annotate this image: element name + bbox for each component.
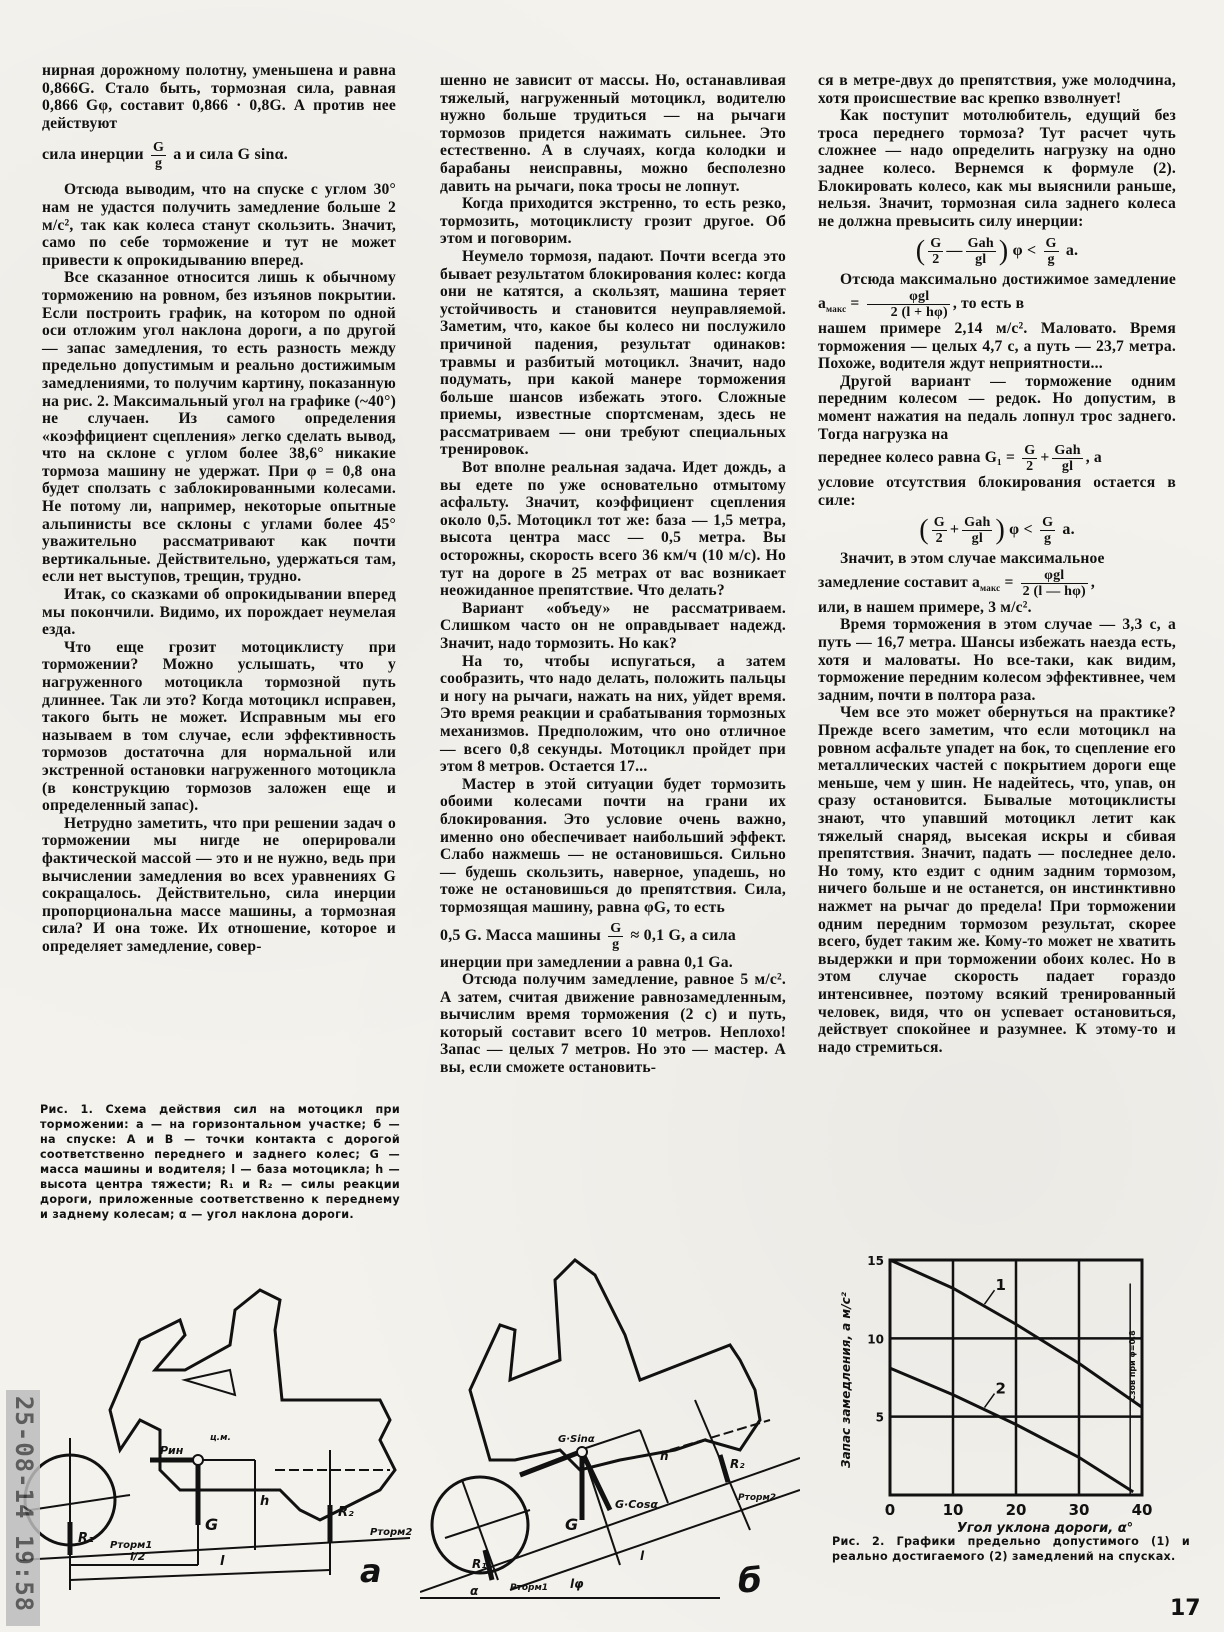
label-g: G xyxy=(205,1515,219,1534)
figure-label-a: а xyxy=(360,1552,382,1590)
x-tick-label: 20 xyxy=(1005,1501,1027,1519)
label-r1: R₁ xyxy=(472,1557,487,1571)
fraction: $\frac{G}{g}$ xyxy=(610,920,622,952)
paragraph: Мастер в этой ситуации будет тормозить обоими колесами почти на грани их блокирования. Это условие очень важно, именно оно обеспечивает наибольший эффект. Слабо нажмешь — не остановишься. Сильно — будешь скользить, наверное, упадешь, но тоже не остановишься до препятствия. Сила, тормозящая машину, равна φG, то есть xyxy=(440,775,786,916)
paragraph: Значит, в этом случае максимальное xyxy=(840,550,1105,568)
label-h: h xyxy=(260,1494,270,1509)
label-l-half: l/2 xyxy=(130,1550,146,1563)
series-line-2 xyxy=(890,1368,1133,1492)
paragraph: Все сказанное относится лишь к обычному торможению на ровном, без изъянов покрытии. Если построить график, на котором по одной оси отложим угол наклона дороги, а по другой — запас замедления, то есть разность между предельно допустимым и реально достижимым замедлениями, то получим картину, показанную на рис. 2. Максимальный угол на графике (~40°) не случаен. Из самого определения «коэффициент сцепления» легко сделать вывод, что на склоне с углом более 38,6° никакие тормоза машину не удержат. При φ = 0,8 она будет сползать с заблокированными колесами. Не потому ли, например, некоторые опытные альпинисты все склоны с углами более 45° уважительно рассматривают как почти вертикальные. Действительно, удержаться там, если нет выступов, трещин, трудно. xyxy=(42,269,396,586)
formula-text: сила инерции xyxy=(42,146,144,164)
figure-2-caption: Рис. 2. Графики предельно допустимого (1) и реально достигаемого (2) замедлений на спусках. xyxy=(832,1535,1190,1563)
page-number: 17 xyxy=(1170,1596,1201,1621)
label-p-brake-2: Pторм2 xyxy=(370,1527,413,1538)
paragraph: На то, чтобы испугаться, а затем сообразить, что надо делать, положить пальцы и ногу на рычаги, нажать на них, уйдет время. Это время реакции и срабатывания тормозных механизмов. Предположим, что оно отличное — всего 0,8 секунды. Мотоцикл пройдет при этом 8 метров. Остается 17... xyxy=(440,652,786,776)
y-tick-label: 5 xyxy=(875,1410,884,1425)
label-p-inertia: Pин xyxy=(160,1444,184,1457)
text-column-3 xyxy=(818,72,1176,1056)
formula-text: a и сила G sinα. xyxy=(173,146,288,164)
paragraph: Когда приходится экстренно, то есть резко, тормозить, мотоциклисту грозит другое. Об этом и поговорим. xyxy=(440,195,786,248)
label-r2: R₂ xyxy=(730,1457,745,1471)
formula-text: ≈ 0,1 G, а сила xyxy=(630,926,737,944)
chart-annotation: Сзов при φ=0,8 xyxy=(1128,1330,1138,1401)
label-g: G xyxy=(565,1515,579,1534)
label-r2: R₂ xyxy=(338,1505,354,1520)
text-column-1 xyxy=(42,62,396,956)
label-g-sin: G·Sinα xyxy=(558,1434,595,1445)
y-axis-label: Запас замедления, a м/с² xyxy=(839,1292,853,1468)
paragraph: Итак, со сказками об опрокидывании вперед мы покончили. Видимо, их порождает неумелая езда. xyxy=(42,586,396,639)
y-tick-label: 10 xyxy=(867,1332,884,1347)
label-center-mass: ц.м. xyxy=(210,1433,231,1443)
max-decel-formula-line: замедление составит $a_{макс}$ = $\frac{\text{φgl}}{2 (l — h\varphi)}$ , xyxy=(818,567,1095,599)
label-p-brake-1: Pторм1 xyxy=(510,1583,549,1593)
label-l: l xyxy=(640,1549,645,1563)
text-column-2 xyxy=(440,72,786,1077)
x-tick-label: 30 xyxy=(1068,1501,1090,1519)
paragraph: ся в метре-двух до препятствия, уже молодчина, хотя происшествие вас крепко взволнует! xyxy=(818,72,1176,107)
series-label: 2 xyxy=(995,1379,1006,1398)
paragraph: Отсюда выводим, что на спуске с углом 30° нам не удастся получить замедление больше 2 м/с², так как колеса станут скользить. Значит, само по себе торможение и тут не может привести к опрокидыванию вперед. xyxy=(42,181,396,269)
label-p-brake-2: Pторм2 xyxy=(738,1493,777,1503)
paragraph: Время торможения в этом случае — 3,3 с, а путь — 16,7 метра. Шансы избежать наезда есть, хотя и маловаты. Но все-таки, как видим, торможение передним колесом эффективнее, чем задним, почти в полтора раза. xyxy=(818,616,1176,704)
paragraph: инерции при замедлении a равна 0,1 Ga. xyxy=(440,953,733,971)
front-load-formula-line: переднее колесо равна G₁ = $\frac{G}{2}$ + $\frac{\text{Gah}}{gl}$ , а xyxy=(818,443,1102,475)
figure-label-b: б xyxy=(738,1561,762,1601)
paragraph: или, в нашем примере, 3 м/с². xyxy=(818,598,1032,616)
paragraph: Неумело тормозя, падают. Почти всегда это бывает результатом блокирования колес: когда они не катятся, а скользят, машина теряет устойчивость и становится неуправляемой. Заметим, что, какое бы колесо ни послужило причиной падения, результат одинаков: травмы и разбитый мотоцикл. Значит, надо подумать, при какой манере торможения больше шансов избежать этого. Сложные приемы, известные спортсменам, здесь не рассматриваем — они требуют специальных тренировок. xyxy=(440,247,786,459)
paragraph: шенно не зависит от массы. Но, останавливая тяжелый, нагруженный мотоцикл, водителю нужно больше трудиться — на рычаги тормозов придется нажимать сильнее. Это естественно. А в случаях, когда колодки и барабаны неисправны, можно бесполезно давить на рычаги, пока тросы не лопнут. xyxy=(440,72,786,195)
y-tick-label: 15 xyxy=(867,1254,884,1268)
series-label-leader xyxy=(985,1290,995,1304)
figure-1b-slope-diagram xyxy=(420,1220,800,1632)
g-cos-arrow xyxy=(582,1452,610,1510)
x-axis-label: Угол уклона дороги, α° xyxy=(956,1521,1134,1536)
chart-grid xyxy=(890,1260,1142,1495)
label-l-phi: lφ xyxy=(570,1577,584,1591)
r2-arrow xyxy=(720,1455,728,1482)
figure-1-caption: Рис. 1. Схема действия сил на мотоцикл при торможении: а — на горизонтальном участке; б — на спуске: А и В — точки контакта с дорогой соответственно переднего и заднего колес; G — масса машины и водителя; l — база мотоцикла; h — высота центра тяжести; R₁ и R₂ — силы реакции дороги, приложенные соответственно к переднему и заднему колесам; α — угол наклона дороги. xyxy=(40,1103,400,1221)
paragraph: Что еще грозит мотоциклисту при торможении? Можно услышать, что у нагруженного мотоцикла тормозной путь длиннее. Так ли это? Когда мотоцикл исправен, такого быть не может. Исправным мы его называем в том случае, если эффективность тормозов достаточна для нормальной или экстренной остановки нагруженного мотоцикла (в конструкцию тормозов заложен еще и определенный запас). xyxy=(42,638,396,815)
label-r1: R₁ xyxy=(78,1531,94,1546)
paragraph: Отсюда максимально достижимое замедление $a_{макс}$ = $\frac{\text{φgl}}{2 (l + h\varphi)}$ , то есть в xyxy=(818,271,1176,320)
paragraph: Отсюда получим замедление, равное 5 м/с². А затем, считая движение равнозамедленным, вычислим время торможения (2 с) и путь, который составит всего 10 метров. Неплохо! Запас — целых 7 метров. Но это — мастер. А вы, если сможете остановить- xyxy=(440,971,786,1077)
x-tick-label: 40 xyxy=(1131,1501,1153,1519)
paragraph: Другой вариант — торможение одним передним колесом — редок. Но допустим, в момент нажатия на педаль лопнул трос заднего. Тогда нагрузка на xyxy=(818,372,1176,443)
series-label: 1 xyxy=(995,1276,1006,1295)
paragraph: нашем примере 2,14 м/с². Маловато. Время торможения — целых 4,7 с, а путь — 23,7 метра. Похоже, водителя ждут неприятности... xyxy=(818,319,1176,373)
label-l: l xyxy=(220,1554,225,1569)
figure-2-chart xyxy=(830,1250,1210,1540)
paragraph: Вот вполне реальная задача. Идет дождь, а вы едете по уже основательно отмытому асфальту. Значит, коэффициент сцепления около 0,5. Мотоцикл тот же: база — 1,5 метра, высота центра масс — 0,5 метра. Вы осторожны, скорость всего 36 км/ч (10 м/с). Но тут на дороге в 25 метрах от вас возникает неожиданное препятствие. Что делать? xyxy=(440,459,786,600)
date-stamp: 25-08-14 19:58 xyxy=(6,1390,40,1626)
fraction: $\frac{G}{g}$ xyxy=(153,140,165,172)
formula-text: 0,5 G. Масса машины xyxy=(440,926,601,944)
paragraph: Как поступит мотолюбитель, едущий без троса переднего тормоза? Тут расчет чуть сложнее — надо определить нагрузку на одно заднее колесо. Вернемся к формуле (2). Блокировать колесо, как мы выяснили раньше, нельзя. Значит, тормозная сила заднего колеса не должна превысить силу инерции: xyxy=(818,107,1176,230)
x-tick-label: 0 xyxy=(884,1501,896,1519)
paragraph: условие отсутствия блокирования остается в силе: xyxy=(818,474,1176,509)
paragraph: Чем все это может обернуться на практике? Прежде всего заметим, что если мотоцикл на ровном асфальте упадет на бок, то сцепление его металлических частей с покрытием дороги еще меньше, чем у шин. Не надейтесь, что, упав, он сразу остановится. Бывалые мотоциклисты знают, что упавший мотоцикл летит как тяжелый снаряд, высекая искры и сбивая препятствия. Значит, падать — последнее дело. Но тому, кто ездит с одним задним тормозом, ничего больше и не останется, он инстинктивно нажмет на рычаг до предела! При торможении одним передним тормозом результат, скорее всего, будет таким же. Кому-то может не хватить выдержки и при торможении обоих колес. Но в этом случае скорость падает гораздо интенсивнее, поэтому всякий тренированный человек, видя, что он успевает остановиться, действует спокойнее и разумнее. К этому-то и надо стремиться. xyxy=(818,704,1176,1056)
x-tick-label: 10 xyxy=(942,1501,964,1519)
series-label-leader xyxy=(985,1394,995,1408)
figure-1a-horizontal-diagram xyxy=(20,1260,420,1620)
paragraph: Нетрудно заметить, что при решении задач о торможении мы нигде не оперировали фактической массой — это и не нужно, ведь при вычислении замедления во всех уравнениях G сокращалось. Действительно, сила инерции пропорциональна массе машины, а тормозная сила? И она тоже. Их отношение, которое и определяет замедление, совер- xyxy=(42,814,396,955)
rear-wheel-formula: ( $\frac{G}{2}$ — $\frac{\text{Gah}}{gl}$ ) φ < $\frac{G}{g}$ a. xyxy=(915,236,1079,268)
motorcycle-silhouette xyxy=(110,1290,395,1520)
mass-formula-line xyxy=(440,921,786,952)
paragraph: Вариант «объеду» не рассматриваем. Слишком часто он не оправдывает надежд. Значит, надо тормозить. Но как? xyxy=(440,599,786,652)
paragraph: нирная дорожному полотну, уменьшена и равна 0,866G. Стало быть, тормозная сила, равная 0,866 Gφ, составит 0,866 · 0,8G. А против нее действуют xyxy=(42,62,396,132)
front-wheel-formula: ( $\frac{G}{2}$ + $\frac{\text{Gah}}{gl}$ ) φ < $\frac{G}{g}$ a. xyxy=(919,514,1075,547)
label-p-brake-1: Pторм1 xyxy=(110,1540,153,1551)
label-g-cos: G·Cosα xyxy=(615,1498,658,1511)
label-alpha: α xyxy=(470,1584,479,1598)
label-h: h xyxy=(660,1449,669,1463)
inertia-formula-line xyxy=(42,140,396,171)
